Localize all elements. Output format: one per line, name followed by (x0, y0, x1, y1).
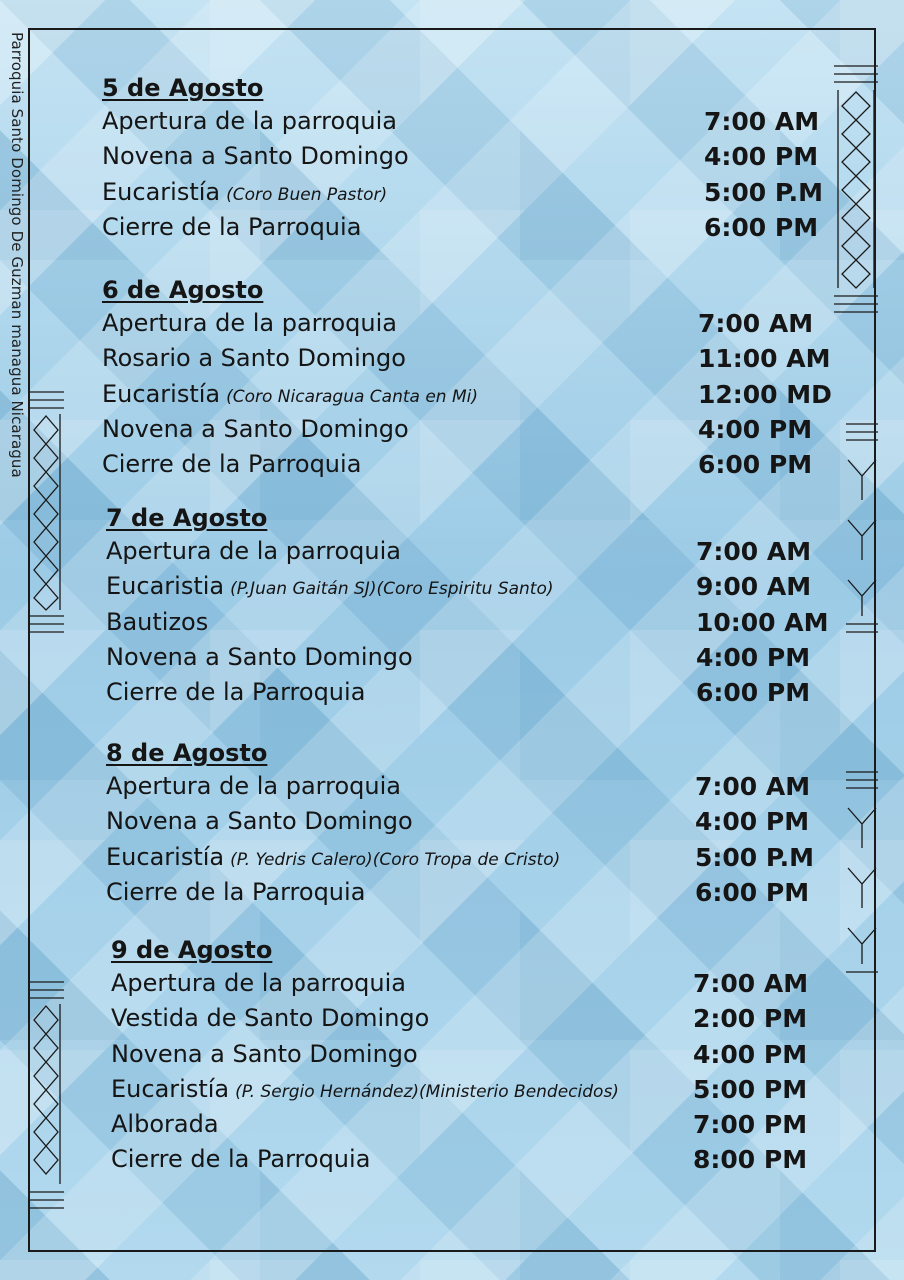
time-label: 7:00 AM (696, 537, 812, 566)
ornament-right-middle (846, 420, 878, 640)
day-section-8-agosto (106, 737, 814, 910)
time-label: 7:00 AM (698, 309, 814, 338)
time-label: 2:00 PM (693, 1004, 808, 1034)
activity-label: Cierre de la Parroquia (106, 877, 366, 906)
time-label: 4:00 PM (704, 142, 819, 172)
ornament-left-lower (28, 978, 64, 1214)
activity-label: Cierre de la Parroquia (106, 678, 366, 707)
schedule-row (111, 1107, 808, 1142)
time-label: 8:00 PM (693, 1145, 808, 1175)
time-label: 6:00 PM (704, 212, 819, 242)
day-title: 6 de Agosto (102, 276, 264, 304)
activity-label: Novena a Santo Domingo (106, 807, 413, 836)
activity-label: Apertura de la parroquia (102, 309, 397, 337)
ornament-right-lower (846, 768, 878, 980)
activity-label: Vestida de Santo Domingo (111, 1004, 430, 1033)
activity-label: Apertura de la parroquia (102, 107, 397, 135)
activity-label: Bautizos (106, 607, 209, 636)
schedule-row (106, 675, 811, 710)
schedule-row (102, 139, 819, 174)
schedule-row (106, 840, 814, 875)
activity-label: Rosario a Santo Domingo (102, 344, 406, 373)
schedule-row (106, 605, 829, 640)
day-section-9-agosto (111, 934, 809, 1178)
ornament-left-upper (28, 388, 64, 636)
activity-note: (Coro Buen Pastor) (226, 184, 388, 205)
schedule-row (102, 412, 813, 447)
schedule-row (106, 569, 812, 604)
time-label: 5:00 P.M (695, 842, 814, 872)
schedule-row (106, 534, 812, 569)
side-parish-label: Parroquia Santo Domingo De Guzman managua Nicaragua (8, 32, 26, 478)
time-label: 5:00 P.M (704, 177, 823, 207)
time-label: 4:00 PM (693, 1039, 808, 1069)
schedule-row (106, 769, 811, 804)
schedule-row (102, 341, 831, 376)
activity-label: Eucaristía (102, 379, 221, 408)
schedule-row (111, 1001, 808, 1036)
schedule-row (111, 1072, 808, 1107)
activity-label: Eucaristía (111, 1074, 230, 1103)
day-title: 8 de Agosto (106, 739, 268, 767)
schedule-row (102, 175, 823, 210)
activity-label: Novena a Santo Domingo (102, 142, 409, 171)
time-label: 7:00 AM (693, 969, 809, 998)
activity-label: Eucaristia (106, 572, 225, 601)
schedule-row (102, 210, 819, 245)
activity-label: Novena a Santo Domingo (111, 1039, 418, 1068)
time-label: 7:00 AM (695, 772, 811, 801)
day-section-5-agosto (102, 72, 823, 245)
day-section-6-agosto (102, 274, 832, 482)
schedule-row (106, 640, 811, 675)
schedule-row (102, 447, 813, 482)
schedule-row (111, 1037, 808, 1072)
time-label: 6:00 PM (695, 877, 810, 907)
time-label: 4:00 PM (698, 414, 813, 444)
schedule-row (102, 306, 814, 341)
ornament-top-right (834, 62, 878, 318)
activity-note: (P. Sergio Hernández)(Ministerio Bendecidos) (235, 1081, 619, 1102)
activity-note: (P.Juan Gaitán SJ)(Coro Espiritu Santo) (230, 579, 554, 600)
activity-label: Apertura de la parroquia (111, 969, 406, 997)
schedule-row (111, 966, 809, 1001)
activity-label: Eucaristía (102, 177, 221, 206)
activity-label: Eucaristía (106, 842, 225, 871)
time-label: 6:00 PM (696, 678, 811, 708)
activity-label: Cierre de la Parroquia (102, 450, 362, 479)
time-label: 9:00 AM (696, 572, 812, 602)
time-label: 6:00 PM (698, 450, 813, 480)
schedule-row (106, 875, 810, 910)
activity-label: Alborada (111, 1110, 219, 1139)
time-label: 10:00 AM (696, 607, 829, 637)
day-title: 7 de Agosto (106, 504, 268, 532)
schedule-row (111, 1142, 808, 1177)
activity-label: Novena a Santo Domingo (106, 642, 413, 671)
activity-label: Cierre de la Parroquia (111, 1145, 371, 1174)
time-label: 7:00 AM (704, 107, 820, 136)
activity-label: Novena a Santo Domingo (102, 414, 409, 443)
activity-label: Apertura de la parroquia (106, 772, 401, 800)
schedule-row (102, 104, 820, 139)
day-title: 9 de Agosto (111, 936, 273, 964)
schedule-row (106, 804, 810, 839)
time-label: 5:00 PM (693, 1074, 808, 1104)
time-label: 4:00 PM (696, 642, 811, 672)
schedule-row (102, 377, 832, 412)
activity-note: (Coro Nicaragua Canta en Mi) (226, 386, 479, 407)
day-section-7-agosto (106, 502, 829, 710)
time-label: 7:00 PM (693, 1110, 808, 1140)
time-label: 11:00 AM (698, 344, 831, 374)
activity-note: (P. Yedris Calero)(Coro Tropa de Cristo) (230, 849, 561, 870)
activity-label: Cierre de la Parroquia (102, 212, 362, 241)
time-label: 12:00 MD (698, 379, 832, 409)
day-title: 5 de Agosto (102, 74, 264, 102)
activity-label: Apertura de la parroquia (106, 537, 401, 565)
time-label: 4:00 PM (695, 807, 810, 837)
